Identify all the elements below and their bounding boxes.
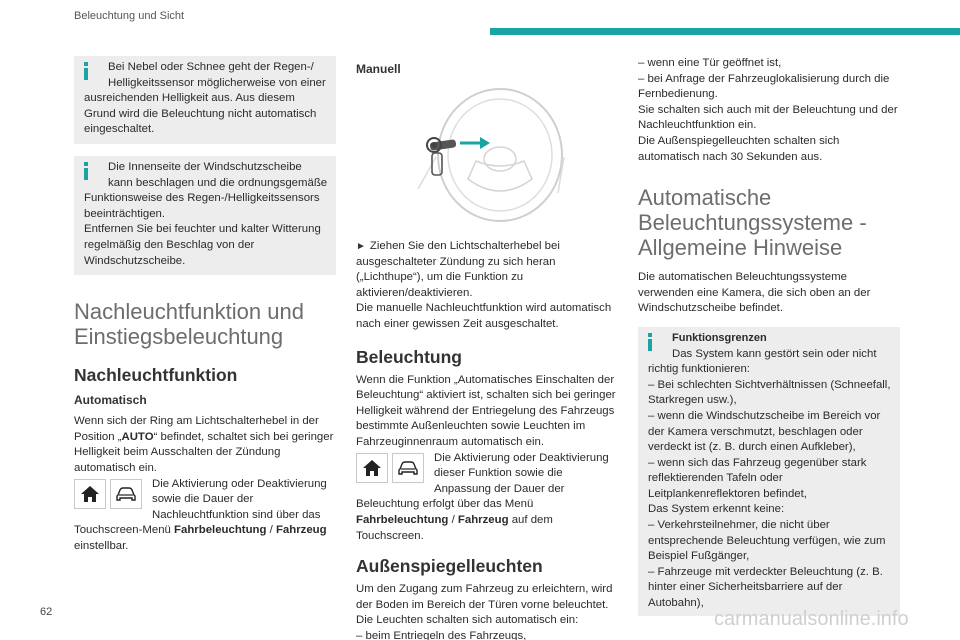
subsection-heading-mirror-lights: Außenspiegelleuchten: [356, 556, 543, 577]
subsection-heading: Nachleuchtfunktion: [74, 365, 238, 386]
note-line: – Fahrzeuge mit verdeckter Beleuchtung (z. B. hinter einer Sicherheitsbarriere auf der Autobahn),: [648, 565, 883, 610]
note-text-rest2: Entfernen Sie bei feuchter und kalter Witterung regelmäßig den Beschlag von der Windschutzscheibe.: [84, 223, 321, 267]
note-line: Das System erkennt keine:: [648, 503, 785, 516]
instruction-text-2: Die manuelle Nachleuchtfunktion wird automatisch nach einer gewissen Zeit ausgeschaltet.: [356, 302, 612, 330]
paragraph-auto: Wenn sich der Ring am Lichtschalterhebel in der Position „AUTO“ befindet, schaltet sich bei geringer Helligkeit beim Ausschalten der Zündung automatisch ein.: [74, 415, 334, 474]
subheading-manual: Manuell: [356, 62, 401, 76]
section-heading-auto-systems: Automatische Beleuchtungssysteme - Allgemeine Hinweise: [638, 185, 867, 261]
note-text-first: Bei Nebel oder Schnee geht der Regen-/ Helligkeitssensor möglicherweise von einer: [108, 61, 326, 89]
note-title: Funktionsgrenzen: [672, 331, 767, 344]
info-icon: [648, 333, 652, 351]
note-text-first: Das System kann gestört sein oder nicht: [672, 347, 877, 360]
header-accent-bar: [490, 28, 960, 35]
paragraph-lighting-settings: Die Aktivierung oder Deaktivierung dieser Funktion sowie die Anpassung der Dauer der Beleuchtung erfolgt über das Menü Fahrbeleuchtung / Fahrzeug auf dem Touchscreen.: [356, 451, 609, 542]
subsection-heading-lighting: Beleuchtung: [356, 346, 462, 367]
bullet-unlock: – beim Entriegeln des Fahrzeugs,: [356, 629, 527, 640]
bullet-remote: – bei Anfrage der Fahrzeuglokalisierung durch die Fernbedienung.: [638, 72, 890, 101]
info-note-windshield: [74, 156, 336, 275]
column-middle: [356, 56, 618, 640]
arrow-right-icon: ►: [356, 241, 366, 252]
column-right: [638, 56, 900, 616]
subheading-automatic: Automatisch: [74, 393, 147, 408]
note-line: – wenn die Windschutzscheibe im Bereich vor der Kamera verschmutzt, beschlagen oder verdeckt ist (z. B. durch einen Aufkleber),: [648, 409, 881, 454]
info-note-limits: [638, 327, 900, 616]
paragraph-lighting: Wenn die Funktion „Automatisches Einschalten der Beleuchtung“ aktiviert ist, schalten sich bei geringer Helligkeit während der Entriegelung des Fahrzeugs bestimmte Außenleuchten sowie Leuchten im Fahrzeuginnenraum automatisch ein.: [356, 373, 616, 448]
note-text-first: Die Innenseite der Windschutzscheibe kann beschlagen und die ordnungsgemäße: [108, 160, 328, 189]
menu-icons: [74, 479, 146, 509]
menu-icons: [356, 453, 428, 483]
instruction-text: ► Ziehen Sie den Lichtschalterhebel bei ausgeschalteter Zündung zu sich heran („Lichthupe“), um die Funktion zu aktivieren/deaktivieren.: [356, 240, 560, 299]
note-line: richtig funktionieren:: [648, 363, 750, 376]
section-heading: Nachleuchtfunktion und Einstiegsbeleuchtung: [74, 299, 304, 350]
note-text-rest: Funktionsweise des Regen-/Helligkeitssensors beeinträchtigen.: [84, 192, 320, 220]
bullet-door: – wenn eine Tür geöffnet ist,: [638, 57, 782, 69]
home-icon: [356, 453, 388, 483]
car-icon: [392, 453, 424, 483]
steering-wheel-illustration: [408, 83, 568, 233]
info-note-fog: [74, 56, 336, 144]
page-number: 62: [40, 606, 53, 618]
watermark: carmanualsonline.info: [714, 608, 909, 630]
paragraph-settings: Die Aktivierung oder Deaktivierung sowie die Dauer der Nachleuchtfunktion sind über das Touchscreen-Menü Fahrbeleuchtung / Fahrzeug einstellbar.: [74, 477, 327, 552]
info-icon: [84, 62, 88, 80]
paragraph-mirror-2: Die Leuchten schalten sich automatisch ein:: [356, 614, 579, 627]
info-icon: [84, 162, 88, 180]
paragraph-also: Sie schalten sich auch mit der Beleuchtung und der Nachleuchtfunktion ein.: [638, 103, 898, 132]
paragraph-mirror: Um den Zugang zum Fahrzeug zu erleichtern, wird der Boden im Bereich der Türen vorne beleuchtet.: [356, 583, 613, 611]
note-line: – Bei schlechten Sichtverhältnissen (Schneefall, Starkregen usw.),: [648, 378, 891, 407]
note-line: – Verkehrsteilnehmer, die nicht über entsprechende Beleuchtung verfügen, wie zum Beispiel Fußgänger,: [648, 519, 886, 563]
note-line: – wenn sich das Fahrzeug gegenüber stark reflektierenden Tafeln oder Leitplankenreflektoren befindet,: [648, 456, 867, 500]
paragraph-camera: Die automatischen Beleuchtungssysteme verwenden eine Kamera, die sich oben an der Windschutzscheibe befindet.: [638, 271, 871, 315]
paragraph-timeout: Die Außenspiegelleuchten schalten sich automatisch nach 30 Sekunden aus.: [638, 134, 840, 163]
note-text-rest: ausreichenden Helligkeit aus. Aus diesem Grund wird die Beleuchtung nicht automatisch eingeschaltet.: [84, 92, 317, 136]
home-icon: [74, 479, 106, 509]
column-left: [74, 56, 336, 554]
section-header: Beleuchtung und Sicht: [74, 10, 185, 22]
car-icon: [110, 479, 142, 509]
